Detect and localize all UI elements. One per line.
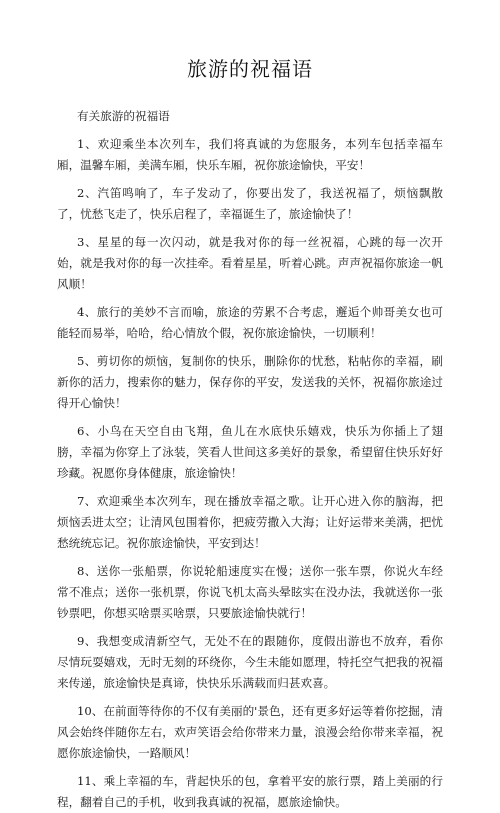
paragraph-2: 2、汽笛鸣响了，车子发动了，你要出发了，我送祝福了，烦恼飘散了，忧愁飞走了，快乐启程了，幸福诞生了，旅途愉快了！ <box>57 186 443 221</box>
document-title: 旅游的祝福语 <box>187 57 313 81</box>
paragraph-5: 5、剪切你的烦恼，复制你的快乐，删除你的忧愁，粘帖你的幸福，刷新你的活力，搜索你的魅力，保存你的平安，发送我的关怀，祝福你旅途过得开心愉快！ <box>57 354 443 410</box>
paragraph-9: 9、我想变成清新空气，无处不在的跟随你，度假出游也不放弃，看你尽情玩耍嬉戏，无时无刻的环绕你，今生未能如愿理，特托空气把我的祝福来传递，旅途愉快是真谛，快快乐乐满载而归甚欢喜。 <box>57 634 443 690</box>
paragraph-1: 1、欢迎乘坐本次列车，我们将真诚的为您服务，本列车包括幸福车厢，温馨车厢，美满车厢，快乐车厢，祝你旅途愉快，平安！ <box>57 137 443 172</box>
paragraph-3: 3、星星的每一次闪动，就是我对你的每一丝祝福，心跳的每一次开始，就是我对你的每一次挂牵。看着星星，听着心跳。声声祝福你旅途一帆风顺！ <box>57 235 443 291</box>
paragraph-6: 6、小鸟在天空自由飞翔，鱼儿在水底快乐嬉戏，快乐为你插上了翅膀，幸福为你穿上了泳装，笑看人世间这多美好的景象，希望留住快乐好好珍藏。祝愿你身体健康，旅途愉快！ <box>57 424 443 480</box>
paragraph-10: 10、在前面等待你的不仅有美丽的'景色，还有更多好运等着你挖掘，清风会始终伴随你左右，欢声笑语会给你带来力量，浪漫会给你带来幸福，祝愿你旅途愉快，一路顺风！ <box>57 704 443 760</box>
document-subtitle: 有关旅游的祝福语 <box>77 109 170 123</box>
paragraph-4: 4、旅行的美妙不言而喻，旅途的劳累不合考虑，邂逅个帅哥美女也可能轻而易举，哈哈，给心情放个假，祝你旅途愉快，一切顺利！ <box>57 305 443 340</box>
paragraph-11: 11、乘上幸福的车，背起快乐的包，拿着平安的旅行票，踏上美丽的行程，翻着自己的手机，收到我真诚的祝福，愿旅途愉快。 <box>57 774 443 809</box>
paragraph-7: 7、欢迎乘坐本次列车，现在播放幸福之歌。让开心进入你的脑海，把烦恼丢进太空；让清风包围着你，把疲劳撒入大海；让好运带来美满，把忧愁统统忘记。祝你旅途愉快，平安到达！ <box>57 494 443 550</box>
paragraph-8: 8、送你一张船票，你说轮船速度实在慢；送你一张车票，你说火车经常不准点；送你一张机票，你说飞机太高头晕眩实在没办法，我就送你一张钞票吧，你想买啥票买啥票，只要旅途愉快就行！ <box>57 564 443 620</box>
